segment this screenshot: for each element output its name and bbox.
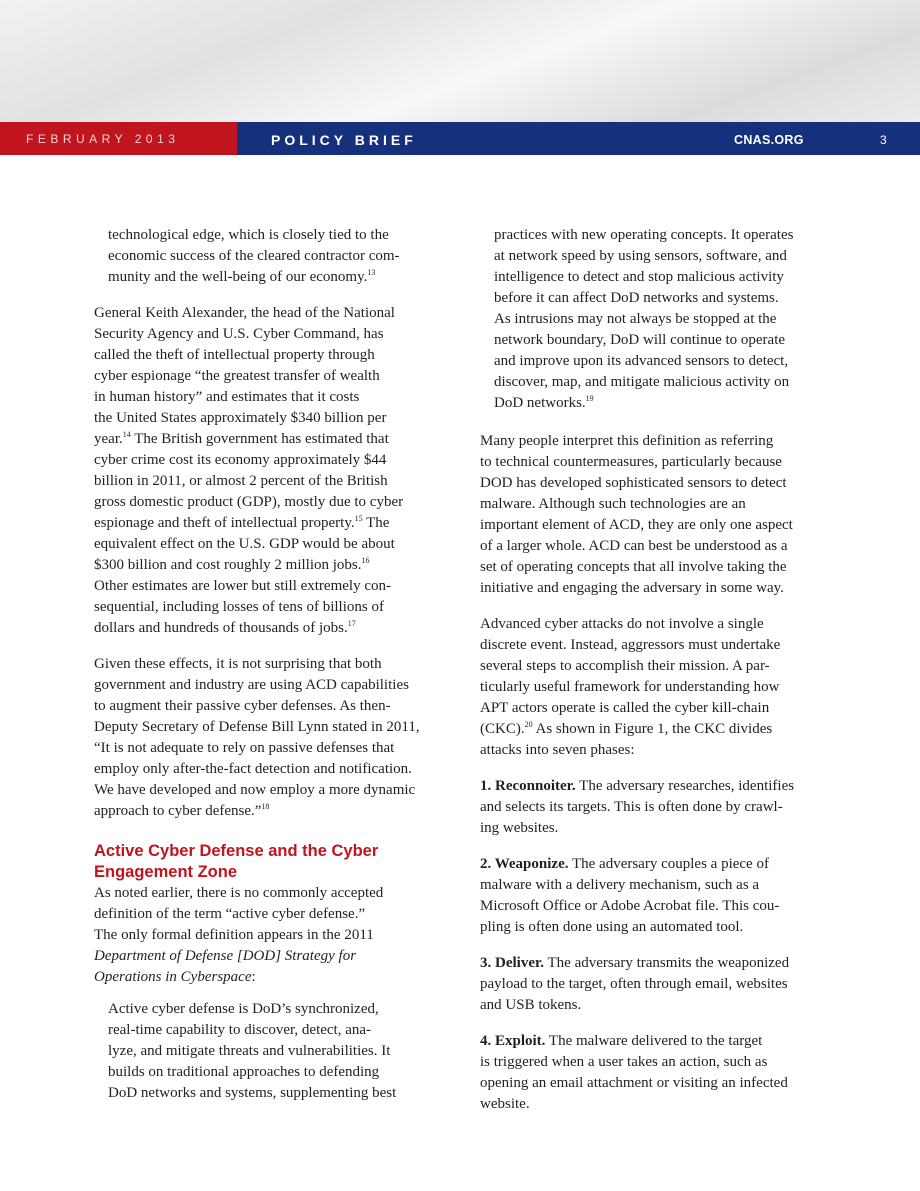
footnote-14[interactable]: 14 [122,430,131,439]
paragraph-acd-adoption: Given these effects, it is not surprising that both government and industry are using ACD capabilities to augment their passive cyber defenses. As then- Deputy Secretary of Defense Bill Lynn stated in 2011, “It is not adequate to rely on passive defenses that employ only after-the-fact detection and notification. We have developed and now employ a more dynamic approach to cyber defense.”$^{18}$ [94,656,420,819]
step-exploit: 4. Exploit. The malware delivered to the target is triggered when a user takes an action, such as opening an email attachment or visiting an infected website. [480,1033,788,1112]
step-reconnoiter: 1. Reconnoiter. The adversary researches, identifies and selects its targets. This is often done by crawl- ing websites. [480,778,795,836]
step-label: 4. Exploit. [480,1033,546,1049]
footnote-15[interactable]: 15 [354,514,363,523]
issue-date: FEBRUARY 2013 [0,122,237,155]
footnote-18[interactable]: 18 [261,802,270,811]
footnote-19[interactable]: 19 [585,394,594,403]
left-column [94,225,444,1119]
publication-type: POLICY BRIEF [271,132,417,148]
section-heading: Active Cyber Defense and the Cyber Engagement Zone [94,842,379,881]
step-label: 1. Reconnoiter. [480,778,576,794]
paragraph-interpretation: Many people interpret this definition as referring to technical countermeasures, particularly because DOD has developed sophisticated sensors to detect malware. Although such technologies are an important element of ACD, they are only one aspect of a larger whole. ACD can best be understood as a set of operating concepts that all involve taking the initiative and engaging the adversary in some way. [480,433,793,596]
header-bar [237,122,920,155]
step-deliver: 3. Deliver. The adversary transmits the weaponized payload to the target, often through email, websites and USB tokens. [480,955,790,1013]
footnote-20[interactable]: 20 [524,720,533,729]
paragraph-definition-intro: As noted earlier, there is no commonly accepted definition of the term “active cyber defense.” The only formal definition appears in the 2011 Department of Defense [DOD] Strategy for Operations in Cyberspace: [94,885,384,985]
block-quote-start: Active cyber defense is DoD’s synchronized, real-time capability to discover, detect, ana- lyze, and mitigate threats and vulnerabilities. It builds on traditional approaches to defending DoD networks and systems, supplementing best [108,1001,397,1101]
step-label: 2. Weaponize. [480,856,569,872]
strategy-document-title: Department of Defense [DOD] Strategy for Operations in Cyberspace [94,948,357,985]
header-background [0,0,920,122]
block-quote-continued: practices with new operating concepts. It operates at network speed by using sensors, software, and intelligence to detect and stop malicious activity before it can affect DoD networks and systems. As intrusions may not always be stopped at the network boundary, DoD will continue to operate and improve upon its advanced sensors to detect, discover, map, and mitigate malicious activity on DoD networks.$^{19}$ [494,227,794,411]
paragraph-cost-estimates: General Keith Alexander, the head of the National Security Agency and U.S. Cyber Command, has called the theft of intellectual property through cyber espionage “the greatest transfer of wealth in human history” and estimates that it costs the United States approximately $340 billion per year.$^{14}$ The British government has estimated that cyber crime cost its economy approximately $44 billion in 2011, or almost 2 percent of the British gross domestic product (GDP), mostly due to cyber espionage and theft of intellectual property.$^{15}$ The equivalent effect on the U.S. GDP would be about $300 billion and cost roughly 2 million jobs.$^{16}$ Other estimates are lower but still extremely con- sequential, including losses of tens of billions of dollars and hundreds of thousands of jobs.$^{17}$ [94,305,404,636]
footnote-16[interactable]: 16 [361,556,370,565]
site-link[interactable]: CNAS.ORG [734,133,804,147]
step-label: 3. Deliver. [480,955,545,971]
page-number: 3 [880,133,887,147]
step-weaponize: 2. Weaponize. The adversary couples a piece of malware with a delivery mechanism, such as a Microsoft Office or Adobe Acrobat file. This cou- pling is often done using an automated tool. [480,856,780,935]
footnote-13[interactable]: 13 [367,268,376,277]
paragraph-kill-chain: Advanced cyber attacks do not involve a single discrete event. Instead, aggressors must undertake several steps to accomplish their mission. A par- ticularly useful framework for understanding how APT actors operate is called the cyber kill-chain (CKC).$^{20}$ As shown in Figure 1, the CKC divides attacks into seven phases: [480,616,781,758]
right-column [480,225,830,1130]
block-quote-end: technological edge, which is closely tied to the economic success of the cleared contractor com- munity and the well-being of our economy.$^{13}$ [108,227,400,285]
footnote-17[interactable]: 17 [347,619,356,628]
